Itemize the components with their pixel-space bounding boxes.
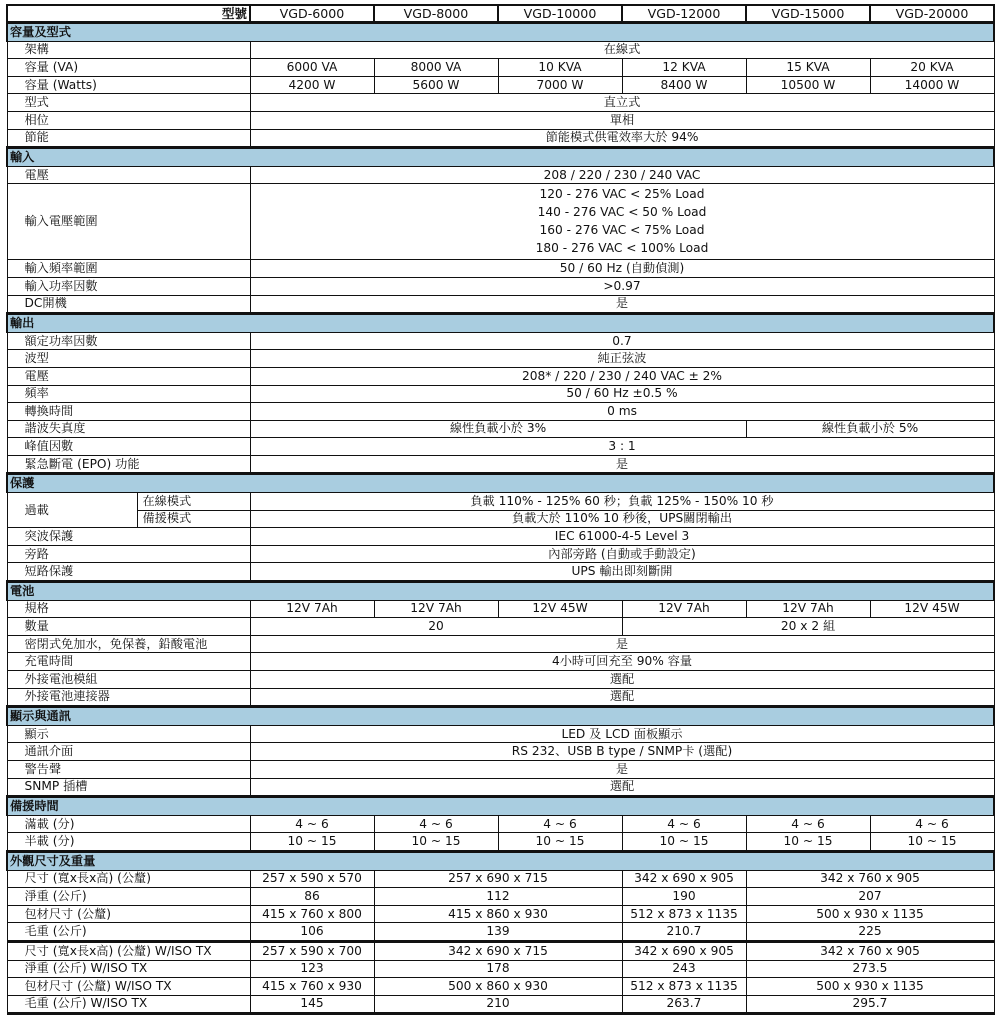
row-label: 容量 (VA) bbox=[7, 59, 250, 77]
model-vgd-15000: VGD-15000 bbox=[746, 5, 870, 23]
cell: 273.5 bbox=[746, 960, 994, 978]
row-label: SNMP 插槽 bbox=[7, 778, 250, 797]
row-label: 充電時間 bbox=[7, 653, 250, 671]
sub-label-online: 在線模式 bbox=[137, 493, 250, 510]
row-value: 3 : 1 bbox=[250, 438, 994, 456]
cell: 257 x 690 x 715 bbox=[374, 870, 622, 888]
row-surge bbox=[7, 528, 994, 546]
section-title: 輸入 bbox=[7, 148, 994, 167]
cell: 4 ~ 6 bbox=[498, 815, 622, 833]
row-display bbox=[7, 725, 994, 743]
row-battery-spec bbox=[7, 600, 994, 618]
cell: 210 bbox=[374, 995, 622, 1014]
cell: 12 KVA bbox=[622, 59, 746, 77]
row-value: 選配 bbox=[250, 688, 994, 707]
section-title: 輸出 bbox=[7, 314, 994, 333]
row-value: 選配 bbox=[250, 778, 994, 797]
row-value: 0.7 bbox=[250, 332, 994, 350]
cell: 178 bbox=[374, 960, 622, 978]
row-form bbox=[7, 94, 994, 112]
row-gross-weight bbox=[7, 923, 994, 942]
cell: 4 ~ 6 bbox=[746, 815, 870, 833]
row-label: 電壓 bbox=[7, 166, 250, 184]
row-value: 節能模式供電效率大於 94% bbox=[250, 129, 994, 148]
range-line: 180 - 276 VAC < 100% Load bbox=[535, 240, 709, 255]
section-capacity bbox=[7, 23, 994, 42]
section-title: 外觀尺寸及重量 bbox=[7, 851, 994, 870]
row-value: 50 / 60 Hz ±0.5 % bbox=[250, 385, 994, 403]
row-dimensions bbox=[7, 870, 994, 888]
row-label: 包材尺寸 (公釐) W/ISO TX bbox=[7, 978, 250, 996]
cell: 263.7 bbox=[622, 995, 746, 1014]
row-label: 突波保護 bbox=[7, 528, 250, 546]
cell: 10 ~ 15 bbox=[250, 833, 374, 852]
row-value-a: 線性負載小於 3% bbox=[250, 420, 746, 438]
cell: 210.7 bbox=[622, 923, 746, 942]
row-waveform bbox=[7, 350, 994, 368]
row-full-load bbox=[7, 815, 994, 833]
cell: 4 ~ 6 bbox=[250, 815, 374, 833]
row-value: 負載大於 110% 10 秒後，UPS關閉輸出 bbox=[250, 510, 994, 528]
cell: 512 x 873 x 1135 bbox=[622, 978, 746, 996]
ups-spec-table bbox=[6, 4, 995, 1015]
cell: 10 ~ 15 bbox=[622, 833, 746, 852]
row-value-a: 20 bbox=[250, 618, 622, 636]
row-half-load bbox=[7, 833, 994, 852]
row-label: 短路保護 bbox=[7, 563, 250, 582]
row-value: >0.97 bbox=[250, 277, 994, 295]
row-label: 相位 bbox=[7, 111, 250, 129]
row-label: 型式 bbox=[7, 94, 250, 112]
row-input-pf bbox=[7, 277, 994, 295]
row-label: 毛重 (公斤) W/ISO TX bbox=[7, 995, 250, 1014]
section-title: 電池 bbox=[7, 582, 994, 601]
row-label: 數量 bbox=[7, 618, 250, 636]
cell: 243 bbox=[622, 960, 746, 978]
row-value: 208 / 220 / 230 / 240 VAC bbox=[250, 166, 994, 184]
model-vgd-8000: VGD-8000 bbox=[374, 5, 498, 23]
cell: 342 x 690 x 715 bbox=[374, 941, 622, 960]
section-display-comm bbox=[7, 707, 994, 726]
cell: 500 x 930 x 1135 bbox=[746, 905, 994, 923]
cell: 295.7 bbox=[746, 995, 994, 1014]
cell: 415 x 760 x 800 bbox=[250, 905, 374, 923]
row-label: 過載 bbox=[8, 493, 138, 527]
row-label: 規格 bbox=[7, 600, 250, 618]
row-label: 尺寸 (寬x長x高) (公釐) bbox=[7, 870, 250, 888]
row-value: 4小時可回充至 90% 容量 bbox=[250, 653, 994, 671]
cell: 86 bbox=[250, 888, 374, 906]
row-label: 緊急斷電 (EPO) 功能 bbox=[7, 455, 250, 474]
cell: 4 ~ 6 bbox=[374, 815, 498, 833]
cell: 225 bbox=[746, 923, 994, 942]
row-alarm bbox=[7, 760, 994, 778]
section-title: 備援時間 bbox=[7, 797, 994, 816]
row-value: 0 ms bbox=[250, 403, 994, 421]
row-value: 是 bbox=[250, 455, 994, 474]
row-input-freq bbox=[7, 260, 994, 278]
overload-subtable bbox=[8, 493, 250, 527]
row-label: 顯示 bbox=[7, 725, 250, 743]
row-label: 包材尺寸 (公釐) bbox=[7, 905, 250, 923]
row-label: 頻率 bbox=[7, 385, 250, 403]
sub-label-battery: 備援模式 bbox=[142, 511, 192, 526]
cell: 12V 45W bbox=[498, 600, 622, 618]
row-crest-factor bbox=[7, 438, 994, 456]
row-label: 節能 bbox=[7, 129, 250, 148]
row-label: 外接電池模組 bbox=[7, 671, 250, 689]
row-value: RS 232、USB B type / SNMP卡 (選配) bbox=[250, 743, 994, 761]
row-net-weight bbox=[7, 888, 994, 906]
row-label: 轉換時間 bbox=[7, 403, 250, 421]
row-value: LED 及 LCD 面板顯示 bbox=[250, 725, 994, 743]
row-capacity-watts bbox=[7, 76, 994, 94]
cell: 12V 7Ah bbox=[374, 600, 498, 618]
cell: 342 x 690 x 905 bbox=[622, 941, 746, 960]
row-dc-start bbox=[7, 295, 994, 314]
cell: 14000 W bbox=[870, 76, 994, 94]
row-label: DC開機 bbox=[7, 295, 250, 314]
row-label: 尺寸 (寬x長x高) (公釐) W/ISO TX bbox=[7, 941, 250, 960]
row-label: 架構 bbox=[7, 41, 250, 59]
row-value-b: 線性負載小於 5% bbox=[746, 420, 994, 438]
section-battery bbox=[7, 582, 994, 601]
cell: 12V 7Ah bbox=[250, 600, 374, 618]
row-value: 直立式 bbox=[250, 94, 994, 112]
cell: 4 ~ 6 bbox=[870, 815, 994, 833]
cell: 512 x 873 x 1135 bbox=[622, 905, 746, 923]
model-vgd-20000: VGD-20000 bbox=[870, 5, 994, 23]
cell: 415 x 760 x 930 bbox=[250, 978, 374, 996]
cell: 12V 45W bbox=[870, 600, 994, 618]
cell: 5600 W bbox=[374, 76, 498, 94]
row-label: 警告聲 bbox=[7, 760, 250, 778]
row-label: 淨重 (公斤) W/ISO TX bbox=[7, 960, 250, 978]
row-net-weight-iso bbox=[7, 960, 994, 978]
row-label: 淨重 (公斤) bbox=[7, 888, 250, 906]
cell: 123 bbox=[250, 960, 374, 978]
section-physical bbox=[7, 851, 994, 870]
row-gross-weight-iso bbox=[7, 995, 994, 1014]
cell: 342 x 760 x 905 bbox=[746, 870, 994, 888]
cell: 12V 7Ah bbox=[622, 600, 746, 618]
section-output bbox=[7, 314, 994, 333]
row-thd bbox=[7, 420, 994, 438]
row-label: 旁路 bbox=[7, 545, 250, 563]
row-phase bbox=[7, 111, 994, 129]
row-short-circuit bbox=[7, 563, 994, 582]
cell: 12V 7Ah bbox=[746, 600, 870, 618]
row-epo bbox=[7, 455, 994, 474]
cell: 10 KVA bbox=[498, 59, 622, 77]
range-line: 160 - 276 VAC < 75% Load bbox=[539, 222, 705, 237]
row-label: 波型 bbox=[7, 350, 250, 368]
row-battery-type bbox=[7, 635, 994, 653]
row-value-b: 20 x 2 組 bbox=[622, 618, 994, 636]
range-line: 140 - 276 VAC < 50 % Load bbox=[537, 205, 707, 220]
row-value: IEC 61000-4-5 Level 3 bbox=[250, 528, 994, 546]
cell: 20 KVA bbox=[870, 59, 994, 77]
row-value: 是 bbox=[250, 295, 994, 314]
model-vgd-12000: VGD-12000 bbox=[622, 5, 746, 23]
row-value: 208* / 220 / 230 / 240 VAC ± 2% bbox=[250, 367, 994, 385]
row-transfer-time bbox=[7, 403, 994, 421]
cell: 145 bbox=[250, 995, 374, 1014]
overload-group bbox=[7, 493, 250, 528]
row-label: 外接電池連接器 bbox=[7, 688, 250, 707]
cell: 8000 VA bbox=[374, 59, 498, 77]
row-bypass bbox=[7, 545, 994, 563]
cell: 342 x 760 x 905 bbox=[746, 941, 994, 960]
cell: 112 bbox=[374, 888, 622, 906]
row-value: 純正弦波 bbox=[250, 350, 994, 368]
row-label: 輸入電壓範圍 bbox=[7, 184, 250, 260]
row-label: 額定功率因數 bbox=[7, 332, 250, 350]
model-vgd-6000: VGD-6000 bbox=[250, 5, 374, 23]
cell: 10 ~ 15 bbox=[746, 833, 870, 852]
cell: 10 ~ 15 bbox=[374, 833, 498, 852]
section-protection bbox=[7, 474, 994, 493]
cell: 106 bbox=[250, 923, 374, 942]
section-title: 顯示與通訊 bbox=[7, 707, 994, 726]
row-label: 諧波失真度 bbox=[7, 420, 250, 438]
section-title: 保護 bbox=[7, 474, 994, 493]
cell: 342 x 690 x 905 bbox=[622, 870, 746, 888]
row-output-freq bbox=[7, 385, 994, 403]
section-title: 容量及型式 bbox=[7, 23, 994, 42]
model-vgd-10000: VGD-10000 bbox=[498, 5, 622, 23]
cell: 8400 W bbox=[622, 76, 746, 94]
row-label: 輸入功率因數 bbox=[7, 277, 250, 295]
row-output-pf bbox=[7, 332, 994, 350]
cell: 6000 VA bbox=[250, 59, 374, 77]
cell: 15 KVA bbox=[746, 59, 870, 77]
cell: 4200 W bbox=[250, 76, 374, 94]
row-label: 峰值因數 bbox=[7, 438, 250, 456]
row-topology bbox=[7, 41, 994, 59]
row-snmp-slot bbox=[7, 778, 994, 797]
row-dimensions-iso bbox=[7, 941, 994, 960]
cell: 257 x 590 x 570 bbox=[250, 870, 374, 888]
row-input-voltage bbox=[7, 166, 994, 184]
row-output-voltage bbox=[7, 367, 994, 385]
cell: 10500 W bbox=[746, 76, 870, 94]
cell: 257 x 590 x 700 bbox=[250, 941, 374, 960]
row-value: 在線式 bbox=[250, 41, 994, 59]
row-label: 半載 (分) bbox=[7, 833, 250, 852]
cell: 500 x 860 x 930 bbox=[374, 978, 622, 996]
model-label: 型號 bbox=[7, 5, 250, 23]
row-label: 毛重 (公斤) bbox=[7, 923, 250, 942]
row-value: 50 / 60 Hz (自動偵測) bbox=[250, 260, 994, 278]
range-line: 120 - 276 VAC < 25% Load bbox=[539, 187, 705, 202]
row-ext-battery-module bbox=[7, 671, 994, 689]
row-value: 內部旁路 (自動或手動設定) bbox=[250, 545, 994, 563]
row-value: UPS 輸出即刻斷開 bbox=[250, 563, 994, 582]
cell: 4 ~ 6 bbox=[622, 815, 746, 833]
row-label: 容量 (Watts) bbox=[7, 76, 250, 94]
row-capacity-va bbox=[7, 59, 994, 77]
row-value: 單相 bbox=[250, 111, 994, 129]
row-label: 密閉式免加水，免保養，鉛酸電池 bbox=[7, 635, 250, 653]
row-label: 通訊介面 bbox=[7, 743, 250, 761]
row-label: 電壓 bbox=[7, 367, 250, 385]
cell: 10 ~ 15 bbox=[870, 833, 994, 852]
row-package-dimensions bbox=[7, 905, 994, 923]
cell: 139 bbox=[374, 923, 622, 942]
cell: 190 bbox=[622, 888, 746, 906]
row-overload-online bbox=[7, 493, 994, 511]
row-value: 是 bbox=[250, 635, 994, 653]
section-backup-time bbox=[7, 797, 994, 816]
row-comm bbox=[7, 743, 994, 761]
cell: 7000 W bbox=[498, 76, 622, 94]
row-ext-battery-connector bbox=[7, 688, 994, 707]
row-value: 負載 110% - 125% 60 秒；負載 125% - 150% 10 秒 bbox=[250, 493, 994, 511]
section-input bbox=[7, 148, 994, 167]
row-label: 輸入頻率範圍 bbox=[7, 260, 250, 278]
cell: 207 bbox=[746, 888, 994, 906]
row-label: 滿載 (分) bbox=[7, 815, 250, 833]
row-value: 選配 bbox=[250, 671, 994, 689]
cell: 10 ~ 15 bbox=[498, 833, 622, 852]
model-header-row bbox=[7, 5, 994, 23]
cell: 415 x 860 x 930 bbox=[374, 905, 622, 923]
row-value-multiline bbox=[250, 184, 994, 260]
row-input-range bbox=[7, 184, 994, 260]
row-package-dimensions-iso bbox=[7, 978, 994, 996]
row-eco bbox=[7, 129, 994, 148]
cell: 500 x 930 x 1135 bbox=[746, 978, 994, 996]
row-value: 是 bbox=[250, 760, 994, 778]
row-battery-qty bbox=[7, 618, 994, 636]
row-recharge bbox=[7, 653, 994, 671]
